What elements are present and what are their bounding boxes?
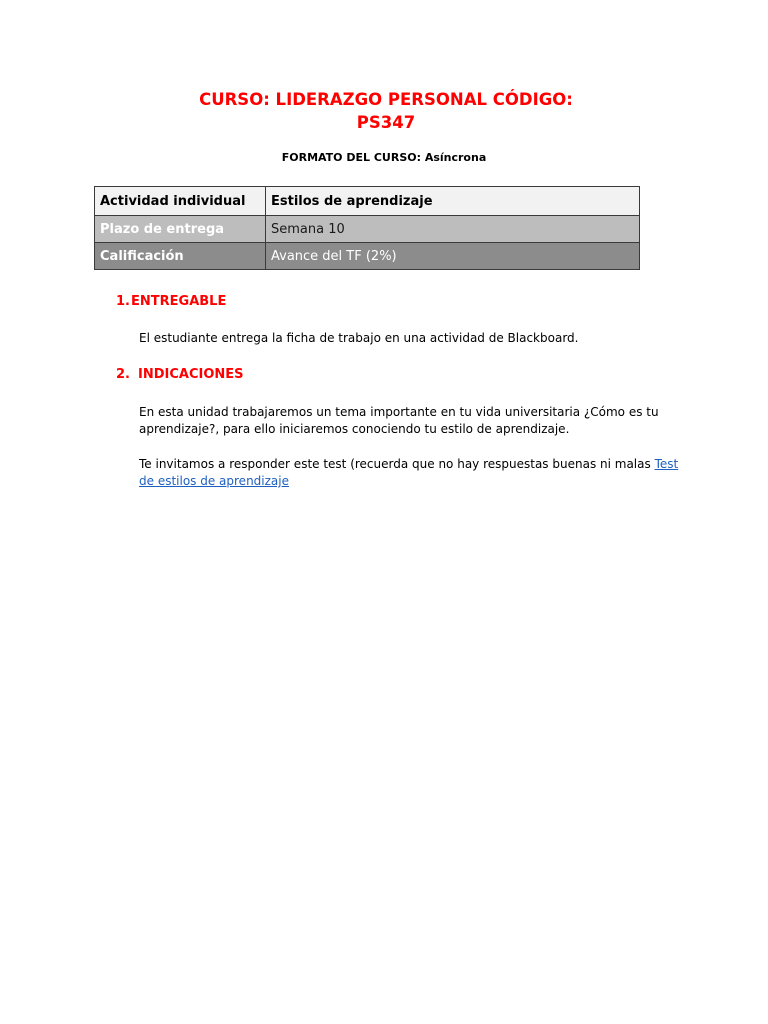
section-number: 1. bbox=[116, 294, 130, 309]
course-title-line2: PS347 bbox=[356, 113, 416, 132]
table-row-activity bbox=[95, 187, 640, 216]
section-heading-indicaciones bbox=[116, 367, 244, 382]
table-row-grade bbox=[95, 243, 640, 270]
test-invitation bbox=[139, 456, 684, 490]
section-title: ENTREGABLE bbox=[131, 294, 227, 309]
entregable-paragraph: El estudiante entrega la ficha de trabajo en una actividad de Blackboard. bbox=[139, 331, 579, 345]
table-cell-value: Estilos de aprendizaje bbox=[266, 187, 640, 216]
table-cell-label: Calificación bbox=[95, 243, 266, 270]
table-row-deadline bbox=[95, 216, 640, 243]
section-heading-entregable bbox=[116, 294, 226, 309]
course-format: FORMATO DEL CURSO: Asíncrona bbox=[281, 151, 487, 164]
table-cell-value: Avance del TF (2%) bbox=[266, 243, 640, 270]
invitation-text: Te invitamos a responder este test (recuerda que no hay respuestas buenas ni malas bbox=[139, 457, 655, 471]
activity-info-table bbox=[94, 186, 640, 270]
table-cell-value: Semana 10 bbox=[266, 216, 640, 243]
course-title-line1: CURSO: LIDERAZGO PERSONAL CÓDIGO: bbox=[199, 90, 573, 109]
section-number: 2. bbox=[116, 367, 130, 382]
course-title bbox=[0, 88, 768, 134]
table-cell-label: Plazo de entrega bbox=[95, 216, 266, 243]
section-title: INDICACIONES bbox=[138, 367, 244, 382]
indicaciones-paragraph: En esta unidad trabajaremos un tema importante en tu vida universitaria ¿Cómo es tu aprendizaje?, para ello iniciaremos conociendo tu estilo de aprendizaje. bbox=[139, 405, 659, 436]
learning-styles-test-link[interactable]: Test de estilos de aprendizaje bbox=[139, 457, 679, 488]
table-cell-label: Actividad individual bbox=[95, 187, 266, 216]
